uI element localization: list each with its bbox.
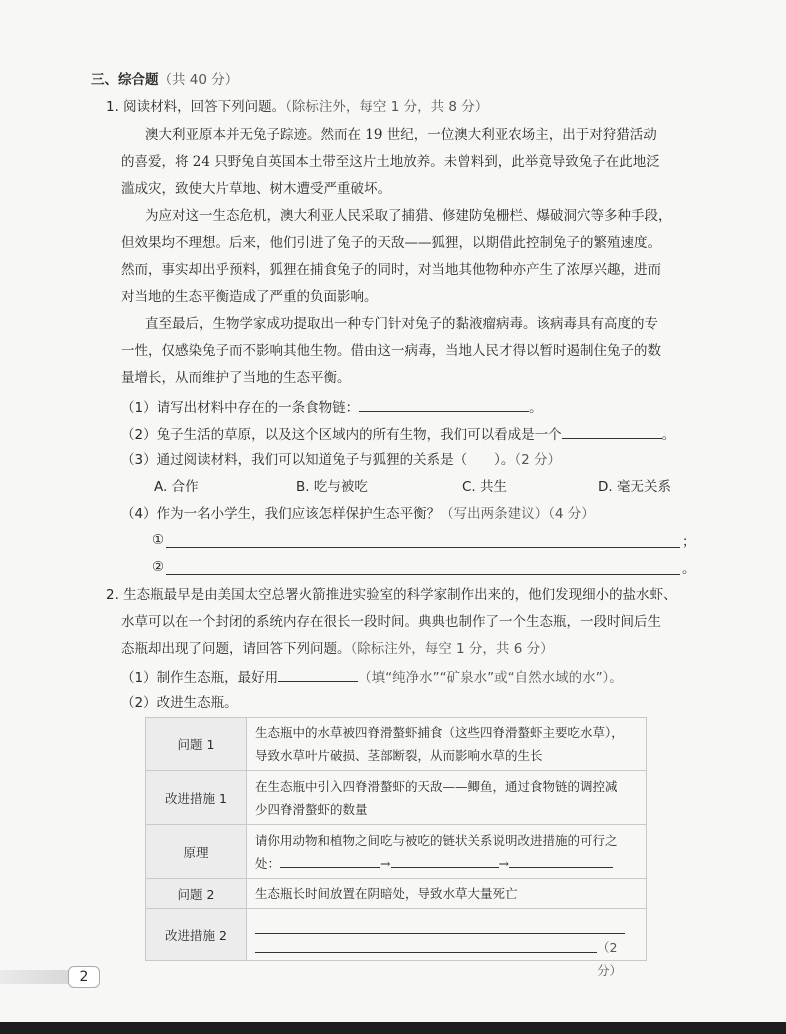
q1-sub2-end: 。 [661, 427, 676, 443]
q1-para2-line1: 为应对这一生态危机，澳大利亚人民采取了捕猎、修建防兔栅栏、爆破洞穴等多种手段， [145, 208, 672, 224]
q2-line2: 水草可以在一个封闭的系统内存在很长一段时间。典典也制作了一个生态瓶，一段时间后生 [121, 614, 661, 630]
row-header-problem-1: 问题 1 [146, 718, 247, 771]
q1-sub4 [121, 505, 595, 523]
q1-sub4-marker-1: ① [152, 532, 165, 548]
table-row [146, 771, 647, 825]
q1-sub2-answer-blank[interactable] [562, 424, 662, 439]
row-header-principle: 原理 [146, 825, 247, 879]
food-chain-answer [255, 852, 638, 875]
q1-para3-line3: 量增长，从而维护了当地的生态平衡。 [121, 370, 351, 386]
section-heading [91, 71, 238, 89]
q1-sub3-text: （3）通过阅读材料，我们可以知道兔子与狐狸的关系是（ ）。 [121, 452, 515, 468]
row-content-line: 导致水草叶片破损、茎部断裂，从而影响水草的生长 [255, 748, 543, 763]
q2-sub1-answer-blank[interactable] [278, 667, 358, 682]
q1-heading [106, 98, 488, 116]
q2-line3 [121, 640, 554, 658]
q1-sub4-answer-line-1[interactable] [166, 547, 680, 548]
q1-sub1-answer-blank[interactable] [359, 397, 529, 412]
q1-sub4-note: （写出两条建议）（4 分） [440, 506, 595, 522]
row-header-problem-2: 问题 2 [146, 879, 247, 909]
measure-2-answer-line-2[interactable] [255, 938, 597, 953]
food-chain-blank-3[interactable] [509, 853, 613, 868]
q1-option-a[interactable]: A. 合作 [154, 479, 199, 495]
improvement-table [145, 717, 647, 978]
row-content-line: 少四脊滑螯虾的数量 [255, 801, 368, 817]
q2-line3-text: 态瓶却出现了问题，请回答下列问题。 [121, 641, 351, 657]
q1-option-c[interactable]: C. 共生 [462, 479, 508, 495]
q1-title: 1. 阅读材料，回答下列问题。 [106, 99, 286, 115]
q1-sub3-points: （2 分） [514, 452, 561, 468]
table-row [146, 825, 647, 879]
table-row [146, 718, 647, 771]
page-number-bar [0, 970, 70, 984]
section-title: 三、综合题 [91, 72, 159, 88]
q1-para3-line2: 一性，仅感染兔子而不影响其他生物。借由这一病毒，当地人民才得以暂时遏制住兔子的数 [121, 343, 661, 359]
q2-sub1-text: （1）制作生态瓶，最好用 [121, 670, 279, 686]
food-chain-blank-2[interactable] [391, 853, 499, 868]
bottom-edge [0, 1022, 786, 1034]
q1-sub1 [121, 397, 543, 417]
q1-para2-line4: 对当地的生态平衡造成了严重的负面影响。 [121, 289, 378, 305]
q1-option-b[interactable]: B. 吃与被吃 [296, 479, 368, 495]
row-content-principle [247, 825, 647, 879]
q1-sub4-marker-2: ② [152, 559, 165, 575]
q1-sub4-end-2: 。 [682, 561, 696, 577]
table-row [146, 909, 647, 961]
arrow-icon: → [498, 855, 509, 871]
measure-2-answer-line-1[interactable] [255, 915, 625, 934]
q2-sub2: （2）改进生态瓶。 [121, 695, 238, 711]
row-content-measure-1 [247, 771, 647, 825]
q1-para2-line2: 但效果均不理想。后来，他们引进了兔子的天敌——狐狸，以期借此控制兔子的繁殖速度。 [121, 235, 661, 251]
page-number: 2 [68, 966, 100, 988]
measure-2-answer-row [255, 934, 638, 978]
q1-para1-line3: 滥成灾，致使大片草地、树木遭受严重破坏。 [121, 181, 391, 197]
q2-line1: 2. 生态瓶最早是由美国太空总署火箭推进实验室的科学家制作出来的，他们发现细小的盐水虾、 [106, 587, 677, 603]
row-header-measure-1: 改进措施 1 [146, 771, 247, 825]
q1-sub4-answer-line-2[interactable] [166, 574, 680, 575]
q1-para1-line2: 的喜爱，将 24 只野兔自英国本土带至这片土地放养。未曾料到，此举竟导致兔子在此地泛 [121, 154, 660, 170]
q1-sub2-text: （2）兔子生活的草原，以及这个区域内的所有生物，我们可以看成是一个 [121, 427, 562, 443]
q1-sub4-text: （4）作为一名小学生，我们应该怎样保护生态平衡？ [121, 506, 441, 522]
q1-sub2 [121, 424, 675, 444]
measure-2-points: （2 分） [597, 940, 623, 978]
q1-para1-line1: 澳大利亚原本并无兔子踪迹。然而在 19 世纪，一位澳大利亚农场主，出于对狩猎活动 [145, 127, 657, 143]
q1-sub1-text: （1）请写出材料中存在的一条食物链： [121, 400, 360, 416]
q1-sub4-end-1: ； [682, 534, 696, 550]
q1-sub1-end: 。 [529, 400, 543, 416]
row-header-measure-2: 改进措施 2 [146, 909, 247, 961]
row-content-line: 生态瓶中的水草被四脊滑螯虾捕食（这些四脊滑螯虾主要吃水草）， [255, 725, 624, 740]
q1-para2-line3: 然而，事实却出乎预料，狐狸在捕食兔子的同时，对当地其他物种亦产生了浓厚兴趣，进而 [121, 262, 661, 278]
row-content-label: 处： [255, 855, 281, 871]
q1-option-d[interactable]: D. 毫无关系 [598, 479, 671, 495]
row-content-line: 请你用动物和植物之间吃与被吃的链状关系说明改进措施的可行之 [255, 832, 618, 848]
table-row [146, 879, 647, 909]
q1-para3-line1: 直至最后，生物学家成功提取出一种专门针对兔子的黏液瘤病毒。该病毒具有高度的专 [145, 316, 658, 332]
q2-note: （除标注外，每空 1 分，共 6 分） [350, 641, 554, 657]
q2-sub1 [121, 667, 623, 687]
arrow-icon: → [380, 855, 391, 871]
row-content-measure-2 [247, 909, 647, 978]
q2-sub1-hint: （填“纯净水”“矿泉水”或“自然水域的水”）。 [358, 670, 623, 686]
food-chain-blank-1[interactable] [280, 853, 380, 868]
section-points: （共 40 分） [158, 72, 239, 88]
row-content-line: 在生态瓶中引入四脊滑螯虾的天敌——鲫鱼，通过食物链的调控减 [255, 778, 618, 794]
row-content-problem-2: 生态瓶长时间放置在阴暗处，导致水草大量死亡 [247, 879, 647, 909]
row-content-problem-1 [247, 718, 647, 771]
q1-sub3 [121, 451, 561, 469]
q1-note: （除标注外，每空 1 分，共 8 分） [285, 99, 489, 115]
